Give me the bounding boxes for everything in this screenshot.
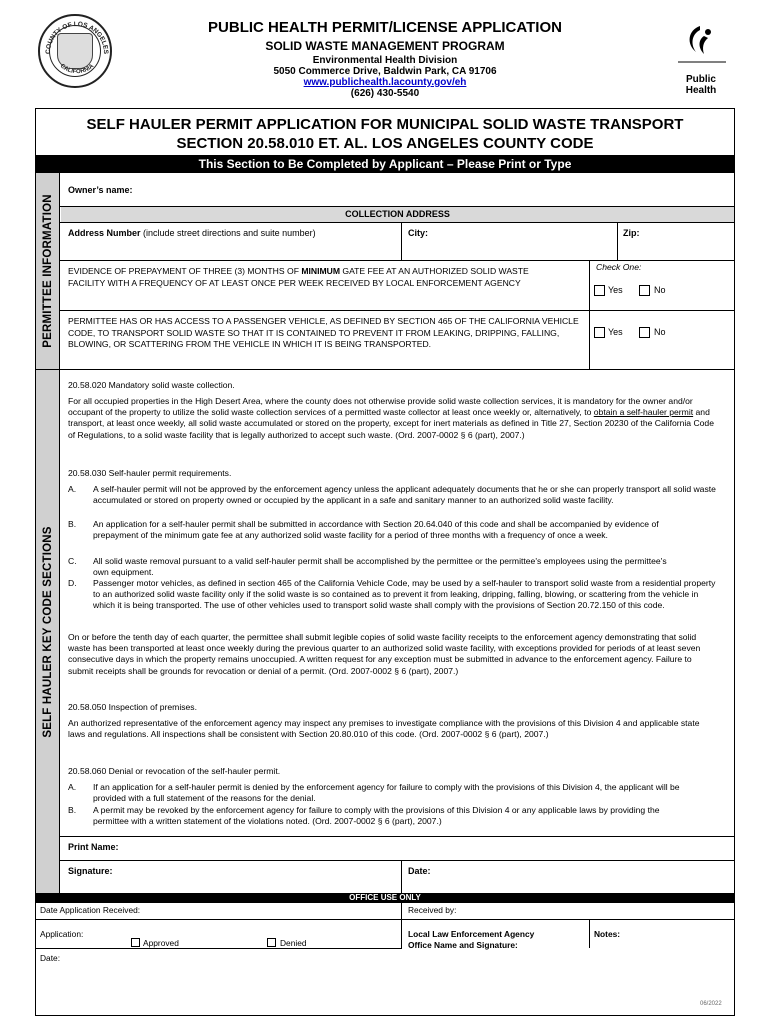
public-health-logo-text: Public Health — [685, 74, 717, 96]
seal-text-bottom: CALIFORNIA — [58, 63, 96, 76]
divider — [60, 836, 734, 837]
evidence-no-label: No — [654, 285, 666, 295]
section-030-item-b — [68, 519, 718, 553]
evidence-no-checkbox[interactable] — [639, 285, 650, 296]
denied-label: Denied — [280, 938, 307, 948]
denied-checkbox[interactable] — [267, 938, 276, 947]
item-number: C. — [68, 556, 77, 566]
approved-label: Approved — [143, 938, 179, 948]
date-received-label: Date Application Received: — [40, 905, 141, 915]
section-030-heading: 20.58.030 Self-hauler permit requirements. — [68, 468, 232, 478]
code-side-label-text: SELF HAULER KEY CODE SECTIONS — [41, 525, 54, 738]
permittee-side-label — [36, 173, 60, 369]
section-060-item-b — [68, 805, 718, 827]
header-website-link[interactable]: www.publichealth.lacounty.gov/eh — [303, 77, 467, 88]
divider — [589, 260, 590, 310]
vehicle-yes-label: Yes — [608, 327, 623, 337]
date-field[interactable] — [440, 862, 730, 892]
section-030-item-a — [68, 484, 718, 518]
received-by-label: Received by: — [408, 905, 457, 915]
item-number: D. — [68, 578, 77, 588]
divider — [60, 222, 734, 223]
office-date-label: Date: — [40, 953, 61, 963]
date-label: Date: — [408, 866, 431, 876]
section-020-text-post: and transport, at least once weekly, all solid waste accumulated or stored on the property, except for inert materials as defined in Title 27, Section 20230 of the California Code of Regulations, to a solid waste facility that is legally authorized to accept such waste. (Ord. 2007-0002 § 6 (part), 2007.) — [68, 407, 714, 440]
collection-address-heading: COLLECTION ADDRESS — [345, 209, 450, 219]
notes-label: Notes: — [594, 929, 621, 939]
header-phone: (626) 430-5540 — [350, 88, 420, 99]
agency-label-line1: Local Law Enforcement Agency — [408, 929, 535, 939]
signature-label: Signature: — [68, 866, 113, 876]
owner-name-label: Owner’s name: — [68, 185, 133, 195]
item-text: An application for a self-hauler permit shall be submitted in accordance with Section 20.64.040 of this code and shall be accompanied by evidence of prepayment of the minimum gate fee at any authorized solid waste facility for a period of three months with a frequency of once a week. — [93, 519, 659, 541]
divider — [36, 948, 402, 949]
seal-text-top: COUNTY OF LOS ANGELES — [44, 20, 110, 55]
zip-field[interactable] — [620, 240, 732, 258]
address-number-label-bold: Address Number — [68, 228, 141, 238]
address-number-label-rest: (include street directions and suite number) — [140, 228, 316, 238]
public-health-logo — [670, 20, 732, 96]
item-number: B. — [68, 805, 77, 815]
instruction-bar: This Section to Be Completed by Applicant – Please Print or Type — [36, 155, 734, 173]
section-050-text: An authorized representative of the enforcement agency may inspect any premises to investigate compliance with the provisions of this Division 4 and applicable state laws and regulations. All inspections shall be consistent with Section 20.80.010 of this code. (Ord. 2007-0002 § 6 (part), 2007.) — [68, 718, 700, 740]
section-020-text-underlined: obtain a self-hauler permit — [593, 407, 694, 418]
section-030-paragraph: On or before the tenth day of each quarter, the permittee shall submit legible copies of solid waste facility receipts to the enforcement agency demonstrating that solid waste has been transported at least once weekly during the previous quarter to an authorized solid waste facility, with exceptions provided for periods of at least seven consecutive days in which the property remains unoccupied. A written request for any exception must be submitted in advance to the enforcement agency. Failure to submit receipts shall be grounds for revocation or denial of a permit. (Ord. 2007-0002 § 6 (part), 2007.) — [68, 632, 701, 676]
city-label: City: — [408, 228, 428, 238]
evidence-text-post: GATE FEE AT AN AUTHORIZED SOLID WASTE FACILITY WITH A FREQUENCY OF AT LEAST ONCE PER WEEK RECEIVED BY LOCAL ENFORCEMENT AGENCY — [68, 266, 529, 288]
section-020-text-pre: For all occupied properties in the High Desert Area, where the county does not otherwise provide solid waste collection services, it is mandatory for the owner and/or occupant of the property to utilize the solid waste collection services of a permitted waste collector at least once weekly or, alternatively, to — [68, 396, 693, 418]
divider — [36, 919, 734, 920]
divider — [36, 369, 734, 370]
section-020-text — [68, 396, 718, 441]
city-field[interactable] — [404, 240, 614, 258]
item-text: A self-hauler permit will not be approved by the enforcement agency unless the applicant adequately documents that he or she can properly transport all solid waste accumulated or stored on property owned or occupied by the applicant in a safe and sanitary manner to an authorized solid waste facility. — [93, 484, 716, 506]
divider — [60, 860, 734, 861]
item-text: All solid waste removal pursuant to a valid self-hauler permit shall be accomplished by the permittee or the permittee's employees using the permittee's own equipment. — [93, 556, 667, 578]
header-title: PUBLIC HEALTH PERMIT/LICENSE APPLICATION — [208, 19, 562, 36]
office-use-bar: OFFICE USE ONLY — [36, 893, 734, 903]
signature-field[interactable] — [130, 862, 398, 892]
check-one-label: Check One: — [596, 262, 642, 272]
vehicle-no-checkbox[interactable] — [639, 327, 650, 338]
section-020-heading: 20.58.020 Mandatory solid waste collection. — [68, 380, 235, 390]
code-side-label — [36, 370, 60, 893]
vehicle-no-label: No — [654, 327, 666, 337]
divider — [60, 260, 734, 261]
application-label: Application: — [40, 929, 84, 939]
header-program: SOLID WASTE MANAGEMENT PROGRAM — [265, 39, 505, 53]
item-number: A. — [68, 782, 77, 792]
divider — [401, 860, 402, 893]
section-030-item-c — [68, 556, 718, 578]
section-030-item-d — [68, 578, 718, 624]
item-number: A. — [68, 484, 77, 494]
address-number-label — [68, 228, 316, 238]
prepayment-evidence-text — [68, 266, 568, 289]
divider — [60, 310, 734, 311]
agency-label-line2: Office Name and Signature: — [408, 940, 518, 950]
print-name-field[interactable] — [140, 838, 730, 858]
evidence-text-bold: MINIMUM — [301, 266, 340, 276]
divider — [589, 919, 590, 948]
evidence-text-pre: EVIDENCE OF PREPAYMENT OF THREE (3) MONTHS OF — [68, 266, 302, 276]
passenger-vehicle-text: PERMITTEE HAS OR HAS ACCESS TO A PASSENGER VEHICLE, AS DEFINED BY SECTION 465 OF THE CALIFORNIA VEHICLE CODE, TO TRANSPORT SOLID WASTE SO THAT IT IS CONTAINED TO PREVENT IT FROM LEAKING, DRIPPING, FALLING, BLOWING, OR SCATTERING FROM THE VEHICLE IN WHICH IT IS BEING TRANSPORTED. — [68, 316, 579, 350]
print-name-label: Print Name: — [68, 842, 119, 852]
divider — [589, 310, 590, 369]
zip-label: Zip: — [623, 228, 640, 238]
evidence-yes-checkbox[interactable] — [594, 285, 605, 296]
item-text: If an application for a self-hauler permit is denied by the enforcement agency for failure to comply with the provisions of this Division 4, the applicant will be provided with a full statement of the reasons for the denial. — [93, 782, 680, 804]
address-number-field[interactable] — [64, 240, 398, 258]
revision-date: 06/2022 — [700, 1001, 722, 1007]
divider — [401, 222, 402, 260]
item-text: A permit may be revoked by the enforcement agency for failure to comply with the provisions of this Division 4 or any applicable laws by providing the permittee with a written statement of the violations noted. (Ord. 2007-0002 § 6 (part), 2007.) — [93, 805, 660, 827]
owner-name-field[interactable] — [160, 180, 720, 200]
approved-checkbox[interactable] — [131, 938, 140, 947]
section-050-heading: 20.58.050 Inspection of premises. — [68, 702, 197, 712]
form-title-line2: SECTION 20.58.010 ET. AL. LOS ANGELES COUNTY CODE — [176, 135, 594, 152]
form-title-line1: SELF HAULER PERMIT APPLICATION FOR MUNICIPAL SOLID WASTE TRANSPORT — [86, 116, 684, 133]
permittee-side-label-text: PERMITTEE INFORMATION — [41, 194, 54, 348]
public-health-logo-icon — [670, 20, 732, 66]
header-division: Environmental Health Division — [312, 55, 458, 66]
item-number: B. — [68, 519, 77, 529]
section-060-item-a — [68, 782, 718, 804]
divider — [401, 903, 402, 948]
item-text: Passenger motor vehicles, as defined in section 465 of the California Vehicle Code, may be used by a self-hauler to transport solid waste from a residential property to an authorized solid waste facility only if the solid waste is so contained as to prevent it from leaking, dripping, falling, blowing, or scattering from the vehicle in which it is being transported. The use of other vehicles used to transport solid waste shall comply with the provisions of Section 20.72.150 of this code. — [93, 578, 716, 611]
section-060-heading: 20.58.060 Denial or revocation of the self-hauler permit. — [68, 766, 281, 776]
divider — [617, 222, 618, 260]
vehicle-yes-checkbox[interactable] — [594, 327, 605, 338]
header-address: 5050 Commerce Drive, Baldwin Park, CA 91706 — [273, 66, 497, 77]
evidence-yes-label: Yes — [608, 285, 623, 295]
